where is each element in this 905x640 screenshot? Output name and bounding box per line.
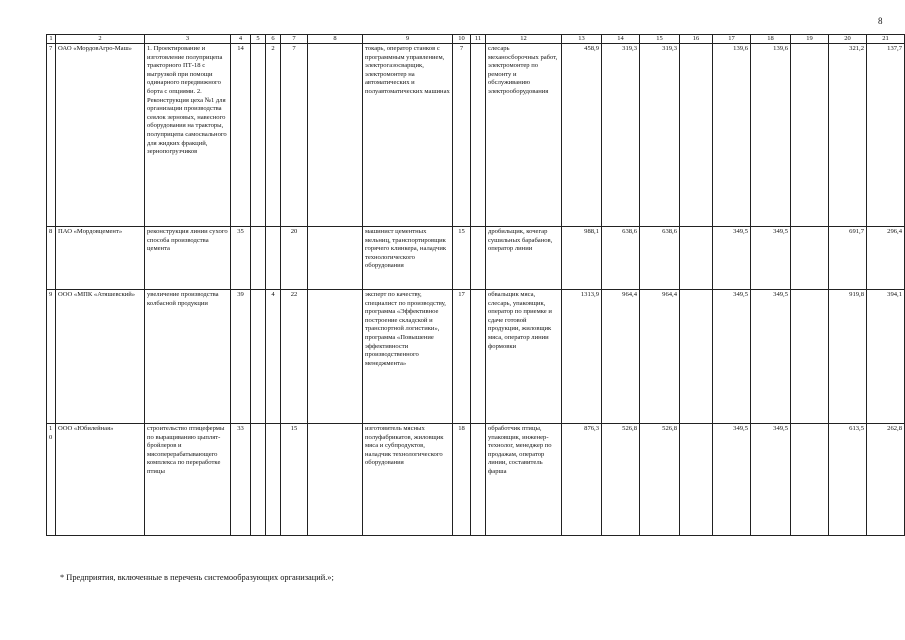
value-c20: 919,8 [829, 290, 867, 424]
col-header: 19 [791, 35, 829, 44]
professions-a: изготовитель мясных полуфабрикатов, жиловщик мяса и субпродуктов, наладчик технологического оборудования [363, 424, 453, 536]
row-number: 7 [47, 44, 56, 227]
cell-c6: 4 [266, 290, 281, 424]
value-c15: 964,4 [640, 290, 680, 424]
value-c21: 394,1 [867, 290, 905, 424]
value-c15: 526,8 [640, 424, 680, 536]
col-header: 2 [56, 35, 145, 44]
col-header: 1 [47, 35, 56, 44]
value-c13: 458,9 [562, 44, 602, 227]
value-c21: 296,4 [867, 227, 905, 290]
professions-a: машинист цементных мельниц, транспортировщик горячего клинкера, наладчик технологического оборудования [363, 227, 453, 290]
col-header: 21 [867, 35, 905, 44]
data-table [46, 34, 905, 536]
cell-c7: 7 [281, 44, 308, 227]
value-c13: 1313,9 [562, 290, 602, 424]
cell-c5 [251, 424, 266, 536]
cell-c7: 20 [281, 227, 308, 290]
project-description: 1. Проектирование и изготовление полуприцепа тракторного ПТ-18 с выгрузкой при помощи одинарного передвижного борта с опциями. 2. Реконструкция цеха №1 для организации производства сеялок зерновых, навесного оборудования на тракторы, полуприцепа самосвального для жидких фракций, зернопогрузчиков [145, 44, 231, 227]
value-c20: 691,7 [829, 227, 867, 290]
value-c16 [680, 44, 713, 227]
professions-b: слесарь механосборочных работ, электромонтер по ремонту и обслуживанию электрооборудования [486, 44, 562, 227]
cell-c10: 17 [453, 290, 471, 424]
col-header: 18 [751, 35, 791, 44]
project-description: строительство птицефермы по выращиванию цыплят-бройлеров и мясоперерабатывающего комплекса по переработке птицы [145, 424, 231, 536]
cell-c8 [308, 44, 363, 227]
value-c15: 319,3 [640, 44, 680, 227]
organization-name: ООО «МПК «Атяшевский» [56, 290, 145, 424]
value-c19 [791, 227, 829, 290]
cell-c4: 35 [231, 227, 251, 290]
value-c17: 139,6 [713, 44, 751, 227]
col-header: 5 [251, 35, 266, 44]
col-header: 17 [713, 35, 751, 44]
page-number: 8 [878, 16, 883, 26]
professions-a: эксперт по качеству, специалист по производству, программа «Эффективное построение складской и транспортной логистики», программа «Повышение эффективности производственного менеджмента» [363, 290, 453, 424]
col-header: 11 [471, 35, 486, 44]
table-row [47, 290, 905, 424]
value-c14: 526,8 [602, 424, 640, 536]
professions-b: обработчик птицы, упаковщик, инженер-технолог, менеджер по продажам, оператор линии, составитель фарша [486, 424, 562, 536]
table-row [47, 424, 905, 536]
professions-b: обвальщик мяса, слесарь, упаковщик, оператор по приемке и сдаче готовой продукции, жиловщик мяса, оператор линии формовки [486, 290, 562, 424]
cell-c11 [471, 44, 486, 227]
cell-c8 [308, 424, 363, 536]
cell-c5 [251, 290, 266, 424]
value-c16 [680, 290, 713, 424]
cell-c11 [471, 227, 486, 290]
cell-c10: 15 [453, 227, 471, 290]
col-header: 3 [145, 35, 231, 44]
value-c18: 349,5 [751, 227, 791, 290]
project-description: увеличение производства колбасной продукции [145, 290, 231, 424]
value-c14: 638,6 [602, 227, 640, 290]
cell-c6: 2 [266, 44, 281, 227]
value-c21: 262,8 [867, 424, 905, 536]
professions-b: дробильщик, кочегар сушильных барабанов, оператор линии [486, 227, 562, 290]
cell-c7: 22 [281, 290, 308, 424]
value-c15: 638,6 [640, 227, 680, 290]
value-c13: 876,3 [562, 424, 602, 536]
cell-c4: 14 [231, 44, 251, 227]
col-header: 13 [562, 35, 602, 44]
col-header: 12 [486, 35, 562, 44]
cell-c5 [251, 44, 266, 227]
value-c21: 137,7 [867, 44, 905, 227]
cell-c10: 18 [453, 424, 471, 536]
cell-c6 [266, 227, 281, 290]
row-number: 9 [47, 290, 56, 424]
row-number: 8 [47, 227, 56, 290]
col-header: 14 [602, 35, 640, 44]
organization-name: ПАО «Мордовцемент» [56, 227, 145, 290]
cell-c8 [308, 227, 363, 290]
value-c14: 319,3 [602, 44, 640, 227]
col-header: 16 [680, 35, 713, 44]
col-header: 8 [308, 35, 363, 44]
value-c16 [680, 227, 713, 290]
value-c17: 349,5 [713, 424, 751, 536]
professions-a: токарь, оператор станков с программным управлением, электрогазосварщик, электромонтер на автоматических и полуавтоматических машинах [363, 44, 453, 227]
cell-c7: 15 [281, 424, 308, 536]
value-c14: 964,4 [602, 290, 640, 424]
project-description: реконструкция линии сухого способа производства цемента [145, 227, 231, 290]
col-header: 7 [281, 35, 308, 44]
col-header: 6 [266, 35, 281, 44]
value-c19 [791, 290, 829, 424]
organization-name: ООО «Юбилейная» [56, 424, 145, 536]
cell-c4: 39 [231, 290, 251, 424]
col-header: 9 [363, 35, 453, 44]
value-c13: 988,1 [562, 227, 602, 290]
value-c20: 321,2 [829, 44, 867, 227]
cell-c10: 7 [453, 44, 471, 227]
cell-c5 [251, 227, 266, 290]
value-c18: 349,5 [751, 424, 791, 536]
value-c20: 613,5 [829, 424, 867, 536]
cell-c11 [471, 290, 486, 424]
cell-c4: 33 [231, 424, 251, 536]
value-c18: 139,6 [751, 44, 791, 227]
organization-name: ОАО «МордовАгро-Маш» [56, 44, 145, 227]
col-header: 4 [231, 35, 251, 44]
table-row [47, 227, 905, 290]
value-c19 [791, 424, 829, 536]
value-c19 [791, 44, 829, 227]
table-row [47, 44, 905, 227]
cell-c11 [471, 424, 486, 536]
value-c17: 349,5 [713, 290, 751, 424]
col-header: 15 [640, 35, 680, 44]
footnote: * Предприятия, включенные в перечень системообразующих организаций.»; [60, 573, 334, 582]
cell-c6 [266, 424, 281, 536]
value-c16 [680, 424, 713, 536]
col-header: 20 [829, 35, 867, 44]
cell-c8 [308, 290, 363, 424]
value-c18: 349,5 [751, 290, 791, 424]
row-number: 10 [47, 424, 56, 536]
column-number-header [47, 35, 905, 44]
value-c17: 349,5 [713, 227, 751, 290]
col-header: 10 [453, 35, 471, 44]
